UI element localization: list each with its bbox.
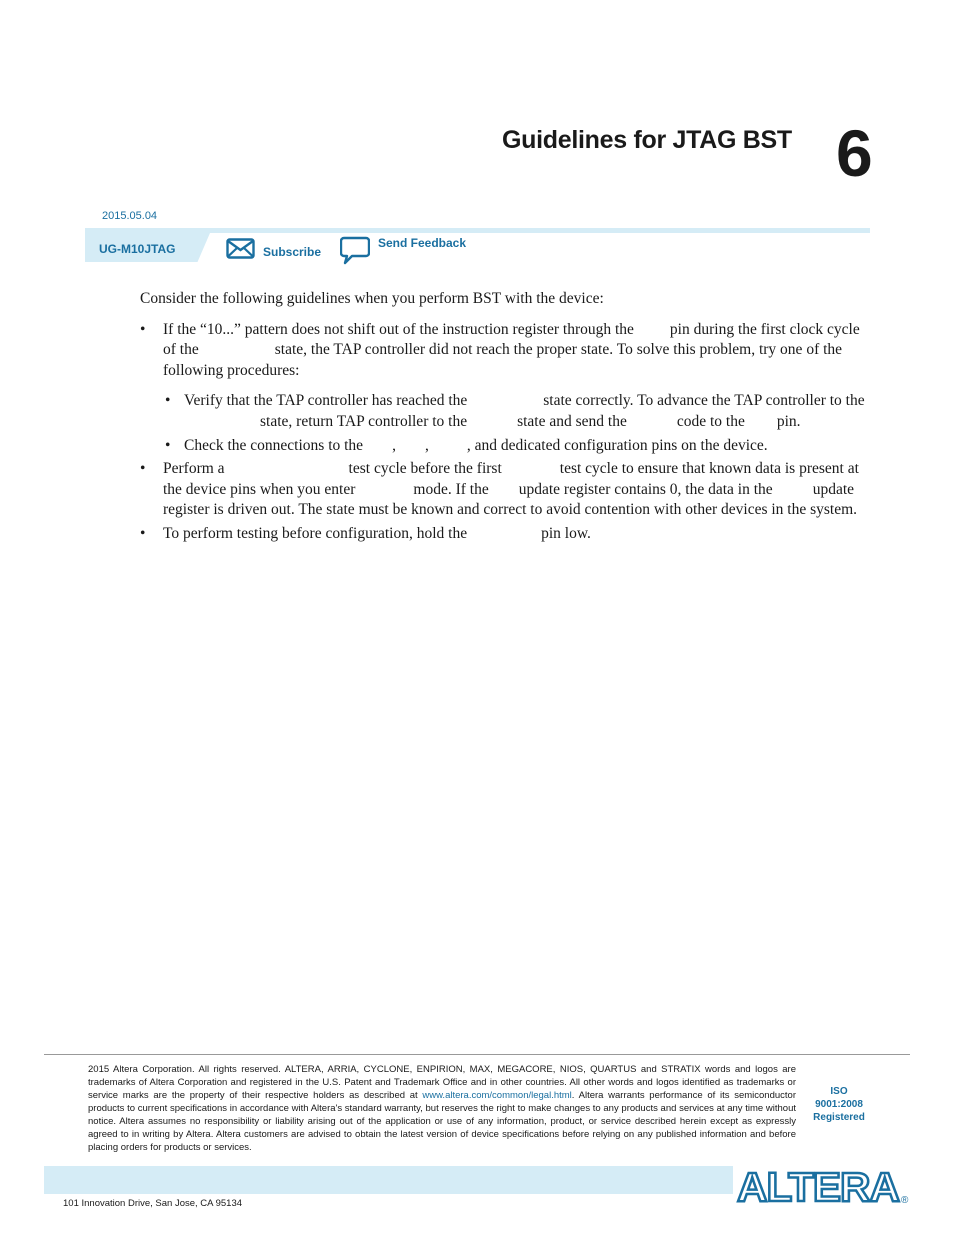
text-run: pin during the first clock cycle of the — [163, 320, 860, 359]
text-run: pin. — [776, 412, 801, 430]
guidelines-body — [140, 289, 865, 548]
text-run: Check the connections to the — [184, 436, 364, 454]
chapter-title: Guidelines for JTAG BST — [502, 126, 792, 154]
intro-paragraph: Consider the following guidelines when you perform BST with the device: — [140, 290, 604, 307]
revision-date: 2015.05.04 — [102, 210, 158, 222]
iso-line: ISO — [830, 1086, 848, 1097]
text-run: state correctly. To advance the TAP controller to the — [543, 392, 865, 410]
procedure-item — [163, 391, 865, 432]
procedure-item — [163, 436, 865, 457]
text-run: state and send the — [517, 412, 627, 430]
legal-link[interactable]: www.altera.com/common/legal.html — [422, 1090, 572, 1101]
send-feedback-link[interactable] — [340, 236, 466, 265]
text-run: state, the TAP controller did not reach the proper state. To solve this problem, try one of the following procedures: — [163, 341, 843, 379]
text-run: update register contains 0, the data in the — [518, 480, 773, 498]
procedure-list — [163, 391, 865, 456]
text-run: update register is driven out. The state must be known and correct to avoid contention with other devices in the system. — [163, 480, 858, 519]
altera-logo — [733, 1160, 913, 1211]
guideline-item — [140, 524, 865, 545]
legal-notice — [88, 1063, 796, 1154]
speech-bubble-icon — [340, 236, 370, 265]
text-run: To perform testing before configuration, hold the — [163, 524, 468, 542]
guideline-list — [140, 320, 865, 545]
iso-badge — [808, 1085, 870, 1124]
text-run: Perform a — [163, 460, 225, 478]
text-run: Verify that the TAP controller has reached the — [184, 392, 468, 410]
registered-mark: ® — [901, 1195, 909, 1206]
send-feedback-label[interactable]: Send Feedback — [378, 236, 467, 250]
text-run: test cycle before the first — [348, 460, 502, 478]
company-address: 101 Innovation Drive, San Jose, CA 95134 — [63, 1198, 243, 1209]
text-run: , — [424, 436, 429, 454]
chapter-number: 6 — [836, 116, 873, 190]
doc-id: UG-M10JTAG — [99, 242, 176, 256]
text-run: If the “10...” pattern does not shift out of the instruction register through the — [163, 320, 634, 338]
guideline-item — [140, 459, 865, 521]
guideline-item — [140, 320, 865, 457]
legal-text: . Altera warrants performance of its semiconductor products to current specifications in accordance with Altera's standard warranty, but reserves the right to make changes to any products and services at any time without notice. Altera assumes no responsibility or liability arising out of the application or use of any information, product, or service described herein except as expressly agreed to in writing by Altera. Altera customers are advised to obtain the latest version of device specifications before relying on any published information and before placing orders for products or services. — [88, 1090, 796, 1153]
text-run: , — [392, 436, 396, 454]
iso-line: Registered — [813, 1112, 865, 1123]
envelope-icon — [226, 238, 255, 259]
legal-text: 2015 Altera Corporation. All rights reserved. ALTERA, ARRIA, CYCLONE, ENPIRION, MAX, MEGACORE, NIOS, QUARTUS and STRATIX words and logos are trademarks of Altera Corporation and registered in the U.S. Patent and Trademark Office and in other countries. All other words and logos identified as trademarks or service marks are the property of their respective holders as described at — [88, 1064, 796, 1101]
header-bar-line — [85, 228, 870, 233]
text-run: code to the — [676, 412, 745, 430]
text-run: , and dedicated configuration pins on the device. — [466, 436, 768, 454]
subscribe-link[interactable] — [226, 238, 321, 259]
text-run: mode. If the — [413, 480, 489, 498]
text-run: pin low. — [541, 524, 591, 542]
iso-line: 9001:2008 — [815, 1099, 863, 1110]
subscribe-label[interactable]: Subscribe — [263, 245, 322, 259]
text-run: state, return TAP controller to the — [260, 412, 468, 430]
text-run: test cycle to ensure that known data is present at the device pins when you enter — [163, 460, 859, 498]
footer-divider — [44, 1054, 910, 1055]
header-bar — [85, 228, 870, 264]
logo-wordmark: ALTERA — [737, 1164, 900, 1206]
